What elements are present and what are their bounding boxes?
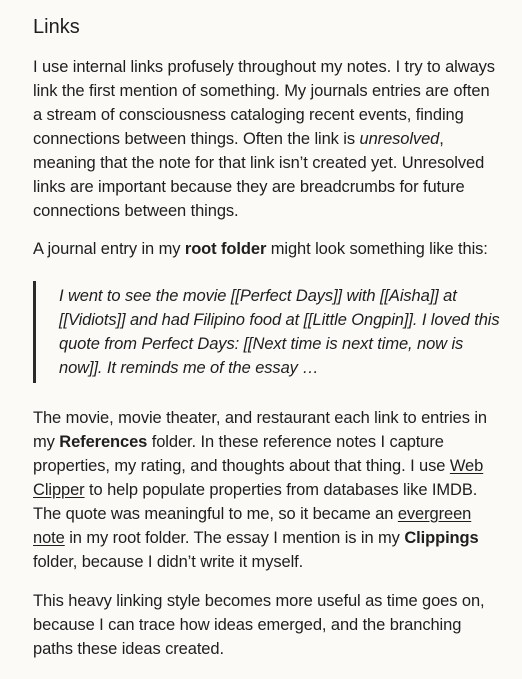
paragraph-journal-entry-intro: [33, 237, 502, 261]
link-web-clipper[interactable]: Web Clipper: [33, 457, 484, 499]
text: to help populate properties from databases like IMDB. The quote was meaningful to me, so it became an: [33, 481, 478, 523]
bold-root-folder: root folder: [184, 240, 267, 258]
paragraph-references: [33, 406, 502, 574]
text: , meaning that the note for that link isn’t created yet. Unresolved links are important because they are breadcrumbs for future connections between things.: [33, 130, 485, 220]
text: folder. In these reference notes I capture properties, my rating, and thoughts about that thing. I use: [33, 433, 450, 475]
paragraph-internal-links: [33, 55, 502, 223]
text: I use internal links profusely throughout my notes. I try to always link the first mention of something. My journals entries are often a stream of consciousness cataloging recent events, finding connections between things. Often the link is: [33, 58, 495, 148]
text: folder, because I didn’t write it myself.: [33, 553, 304, 571]
link-evergreen-note[interactable]: evergreen note: [33, 505, 472, 547]
blockquote-journal-example: [33, 281, 502, 383]
bold-references: References: [59, 433, 148, 451]
section-heading: Links: [33, 16, 80, 38]
quote-text: I went to see the movie [[Perfect Days]] with [[Aisha]] at [[Vidiots]] and had Filipino food at [[Little Ongpin]]. I loved this quote from Perfect Days: [[Next time is next time, now is now]]. It reminds me of the essay …: [59, 287, 500, 377]
text: The movie, movie theater, and restaurant each link to entries in my: [33, 409, 488, 451]
text: in my root folder. The essay I mention is in my: [64, 529, 405, 547]
paragraph-linking-style: This heavy linking style becomes more useful as time goes on, because I can trace how ideas emerged, and the branching paths these ideas created.: [33, 592, 485, 658]
text: A journal entry in my: [33, 240, 185, 258]
text: might look something like this:: [266, 240, 488, 258]
emphasis-unresolved: unresolved: [359, 130, 440, 148]
bold-clippings: Clippings: [404, 529, 479, 547]
